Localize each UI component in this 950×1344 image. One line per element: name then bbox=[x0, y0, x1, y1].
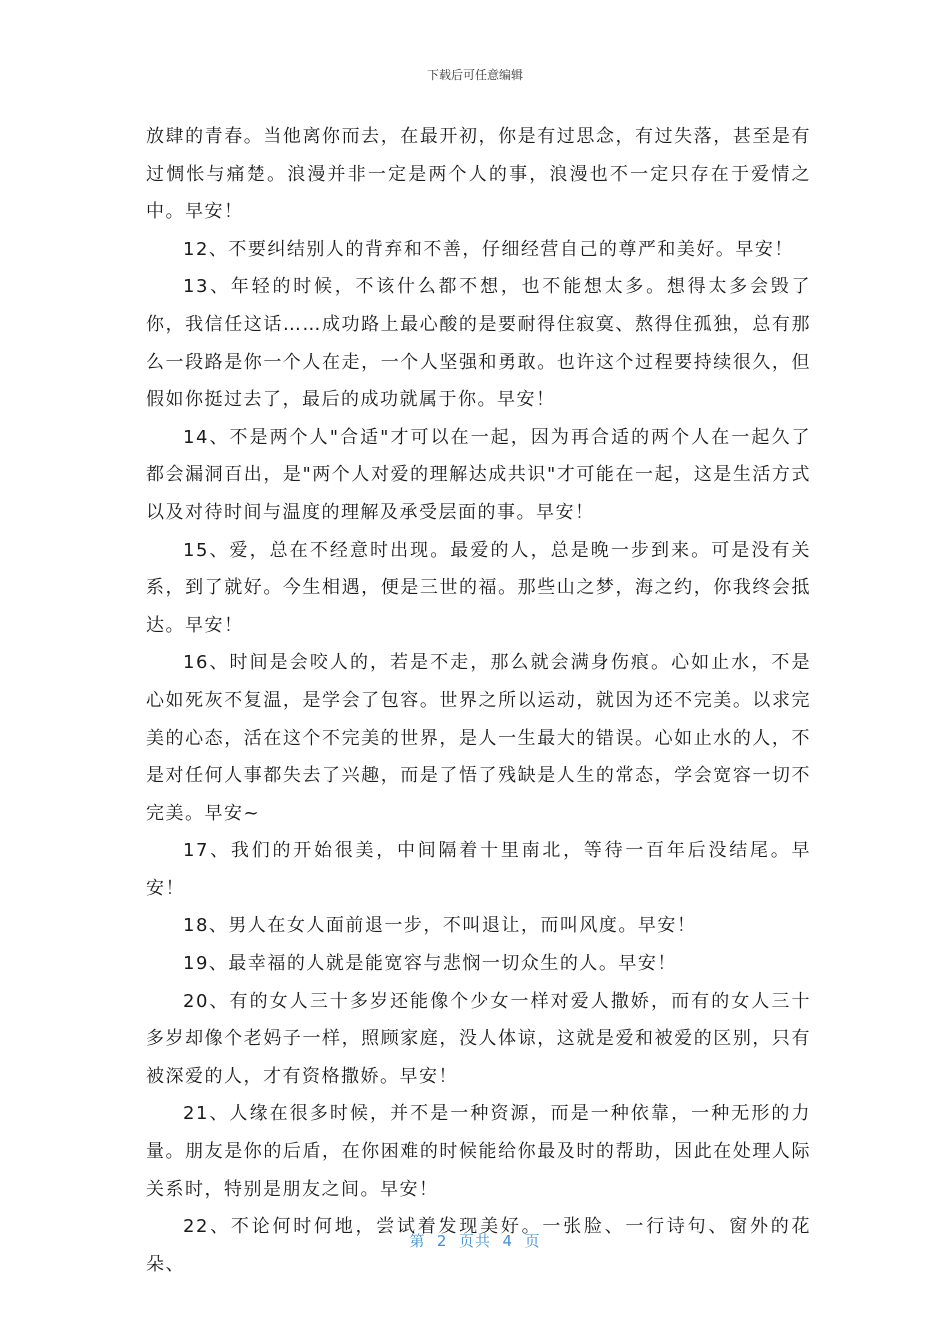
paragraph: 19、最幸福的人就是能宽容与悲悯一切众生的人。早安！ bbox=[183, 953, 677, 975]
paragraph: 14、不是两个人"合适"才可以在一起，因为再合适的两个人在一起久了都会漏洞百出，是"两个人对爱的理解达成共识"才可能在一起，这是生活方式以及对待时间与温度的理解及承受层面的事。早安！ bbox=[146, 426, 811, 523]
paragraph: 18、男人在女人面前退一步，不叫退让，而叫风度。早安！ bbox=[183, 915, 697, 937]
paragraph: 21、人缘在很多时候，并不是一种资源，而是一种依靠，一种无形的力量。朋友是你的后盾，在你困难的时候能给你最及时的帮助，因此在处理人际关系时，特别是朋友之间。早安！ bbox=[146, 1103, 811, 1200]
paragraph: 17、我们的开始很美，中间隔着十里南北，等待一百年后没结尾。早安！ bbox=[146, 840, 811, 899]
paragraph: 22、不论何时何地，尝试着发现美好。一张脸、一行诗句、窗外的花朵、 bbox=[146, 1216, 811, 1275]
page-number-footer: 第 2 页共 4 页 bbox=[409, 1232, 541, 1250]
body-text bbox=[146, 118, 811, 1283]
paragraph: 20、有的女人三十多岁还能像个少女一样对爱人撒娇，而有的女人三十多岁却像个老妈子一样，照顾家庭，没人体谅，这就是爱和被爱的区别，只有被深爱的人，才有资格撒娇。早安！ bbox=[146, 990, 811, 1087]
paragraph: 16、时间是会咬人的，若是不走，那么就会满身伤痕。心如止水，不是心如死灰不复温，是学会了包容。世界之所以运动，就因为还不完美。以求完美的心态，活在这个不完美的世界，是人一生最大的错误。心如止水的人，不是对任何人事都失去了兴趣，而是了悟了残缺是人生的常态，学会宽容一切不完美。早安~ bbox=[146, 652, 811, 824]
paragraph: 15、爱，总在不经意时出现。最爱的人，总是晚一步到来。可是没有关系，到了就好。今生相遇，便是三世的福。那些山之梦，海之约，你我终会抵达。早安！ bbox=[146, 539, 811, 636]
paragraph: 13、年轻的时候，不该什么都不想，也不能想太多。想得太多会毁了你，我信任这话……成功路上最心酸的是要耐得住寂寞、熬得住孤独，总有那么一段路是你一个人在走，一个人坚强和勇敢。也许这个过程要持续很久，但假如你挺过去了，最后的成功就属于你。早安！ bbox=[146, 276, 811, 411]
paragraph: 12、不要纠结别人的背弃和不善，仔细经营自己的尊严和美好。早安！ bbox=[183, 238, 794, 260]
page-header: 下载后可任意编辑 bbox=[426, 68, 523, 82]
paragraph: 放肆的青春。当他离你而去，在最开初，你是有过思念，有过失落，甚至是有过惆怅与痛楚。浪漫并非一定是两个人的事，浪漫也不一定只存在于爱情之中。早安！ bbox=[146, 126, 811, 223]
